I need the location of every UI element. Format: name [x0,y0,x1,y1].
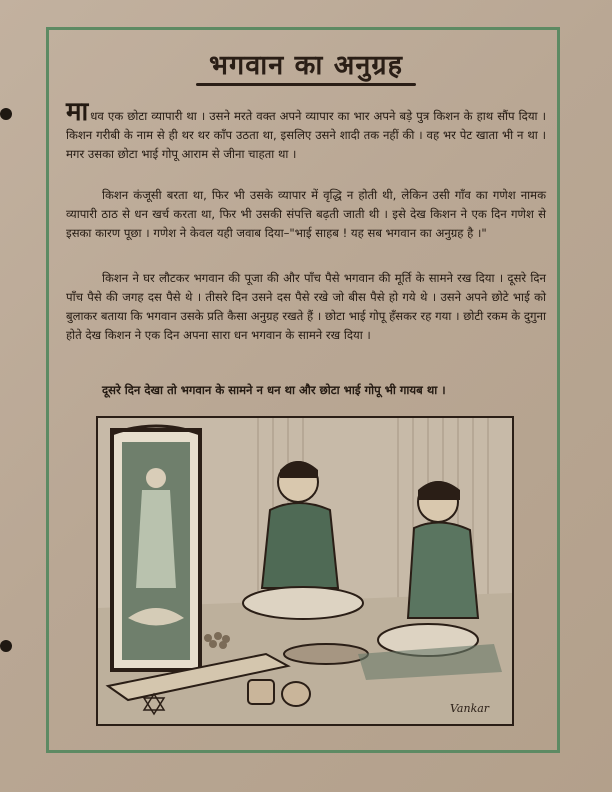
paragraph-1-text: धव एक छोटा व्यापारी था । उसने मरते वक्त अपने व्यापार का भार अपने बड़े पुत्र किशन के हाथ सौंप दिया । किशन गरीबी के नाम से ही थर थर काँप उठता था, इसलिए उसने शादी तक नहीं की । वह भर पेट खाता भी न था । मगर उसका छोटा भाई गोपू आराम से जीना चाहता था । [66,109,546,161]
paragraph-1 [66,97,546,164]
goddess-head [146,468,166,488]
kishan-legs [243,587,363,619]
paragraph-3: किशन ने घर लौटकर भगवान की पूजा की और पाँच पैसे भगवान की मूर्ति के सामने रख दिया । दूसरे दिन पाँच पैसे की जगह दस पैसे थे । तीसरे दिन उसने दस पैसे रखे जो बीस पैसे हो गये थे । उसने अपने छोटे भाई को बुलाकर बताया कि भगवान उसके प्रति कैसा अनुग्रह रखते हैं । छोटा भाई गोपू हँसकर रह गया । छोटी रकम के दुगुना होते देख किशन ने एक दिन अपना सारा धन भगवान के सामने रख दिया । [66,271,546,342]
pot [282,682,310,706]
story-title: भगवान का अनुग्रह [209,50,403,81]
artist-signature: Vankar [450,702,490,715]
paragraph-2: किशन कंजूसी बरता था, फिर भी उसके व्यापार में वृद्धि न होती थी, लेकिन उसी गाँव का गणेश नामक व्यापारी ठाठ से धन खर्च करता था, फिर भी उसकी संपत्ति बढ़ती जाती थी । इसे देख किशन ने एक दिन गणेश से इसका कारण पूछा । गणेश ने केवल यही जवाब दिया–"भाई साहब ! यह सब भगवान का अनुग्रह है ।" [66,188,546,240]
puja-plate [284,644,368,664]
goddess-body [136,490,176,588]
gopu-shirt [408,522,478,618]
illustration-drawing [98,418,512,724]
binding-hole [0,108,12,120]
story-illustration [96,416,514,726]
title-underline [196,83,416,86]
vessel [248,680,274,704]
binding-hole [0,640,12,652]
kishan-shirt [262,503,338,588]
drop-cap: मा [66,97,89,127]
paragraph-4-conclusion: दूसरे दिन देखा तो भगवान के सामने न धन था और छोटा भाई गोपू भी गायब था । [102,383,446,397]
